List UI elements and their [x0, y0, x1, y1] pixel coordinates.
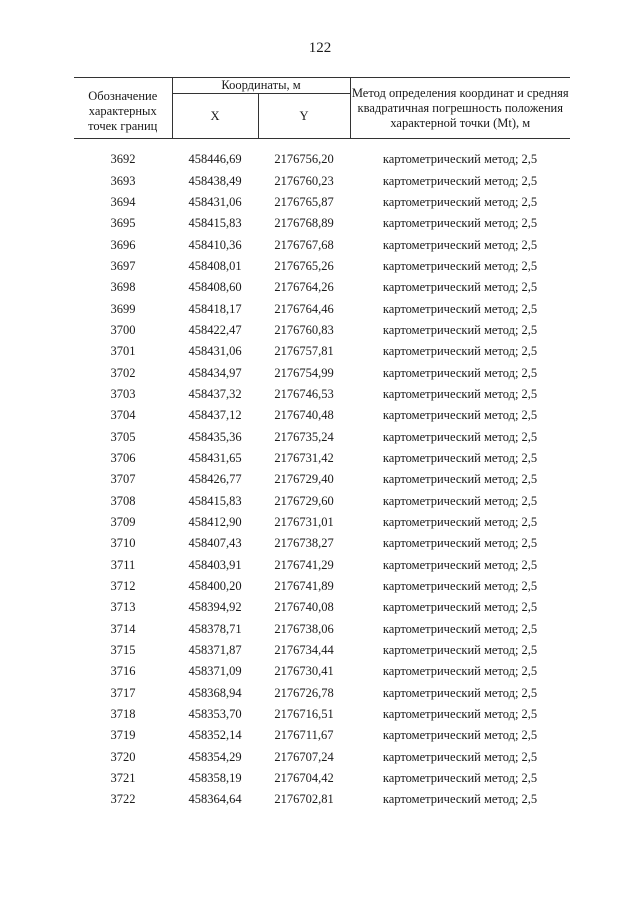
- table-row: [74, 448, 570, 469]
- table-row: [74, 789, 570, 810]
- x-cell: 458352,14: [188, 728, 242, 743]
- table-row: [74, 661, 570, 682]
- method-cell: картометрический метод; 2,5: [382, 771, 538, 786]
- x-cell: 458358,19: [188, 771, 242, 786]
- table-row: [74, 320, 570, 341]
- y-cell: 2176707,24: [274, 749, 334, 764]
- table-row: [74, 362, 570, 383]
- point-cell: 3707: [110, 472, 136, 487]
- x-cell: 458371,87: [188, 643, 242, 658]
- x-cell: 458438,49: [188, 173, 242, 188]
- point-cell: 3715: [110, 643, 136, 658]
- method-cell: картометрический метод; 2,5: [382, 685, 538, 700]
- y-cell: 2176738,27: [274, 536, 334, 551]
- table-row: [74, 725, 570, 746]
- point-cell: 3705: [110, 429, 136, 444]
- method-cell: картометрический метод; 2,5: [382, 643, 538, 658]
- header-method: Метод определения координат и средняя квадратичная погрешность положения характерной точки (Mt), м: [350, 78, 570, 139]
- table-row: [74, 640, 570, 661]
- method-cell: картометрический метод; 2,5: [382, 515, 538, 530]
- method-cell: картометрический метод; 2,5: [382, 664, 538, 679]
- y-cell: 2176760,23: [274, 173, 334, 188]
- method-cell: картометрический метод; 2,5: [382, 280, 538, 295]
- y-cell: 2176768,89: [274, 216, 334, 231]
- header-spacer: [74, 139, 570, 150]
- point-cell: 3694: [110, 194, 136, 209]
- point-cell: 3714: [110, 621, 136, 636]
- header-point-designation: Обозначение характерных точек границ: [74, 78, 172, 139]
- x-cell: 458434,97: [188, 365, 242, 380]
- table-row: [74, 469, 570, 490]
- table-row: [74, 533, 570, 554]
- x-cell: 458446,69: [188, 152, 242, 167]
- method-cell: картометрический метод; 2,5: [382, 194, 538, 209]
- table-row: [74, 213, 570, 234]
- point-cell: 3717: [110, 685, 136, 700]
- point-cell: 3698: [110, 280, 136, 295]
- x-cell: 458408,01: [188, 258, 242, 273]
- method-cell: картометрический метод; 2,5: [382, 386, 538, 401]
- method-cell: картометрический метод; 2,5: [382, 301, 538, 316]
- point-cell: 3697: [110, 258, 136, 273]
- y-cell: 2176756,20: [274, 152, 334, 167]
- y-cell: 2176731,01: [274, 515, 334, 530]
- table-row: [74, 704, 570, 725]
- point-cell: 3709: [110, 515, 136, 530]
- x-cell: 458422,47: [188, 322, 242, 337]
- method-cell: картометрический метод; 2,5: [382, 429, 538, 444]
- method-cell: картометрический метод; 2,5: [382, 557, 538, 572]
- point-cell: 3708: [110, 493, 136, 508]
- table-row: [74, 619, 570, 640]
- point-cell: 3716: [110, 664, 136, 679]
- point-cell: 3701: [110, 344, 136, 359]
- x-cell: 458400,20: [188, 579, 242, 594]
- page-number: 122: [308, 40, 332, 56]
- y-cell: 2176767,68: [274, 237, 334, 252]
- point-cell: 3696: [110, 237, 136, 252]
- y-cell: 2176740,48: [274, 408, 334, 423]
- x-cell: 458353,70: [188, 707, 242, 722]
- point-cell: 3718: [110, 707, 136, 722]
- table-row: [74, 747, 570, 768]
- y-cell: 2176726,78: [274, 685, 334, 700]
- point-cell: 3713: [110, 600, 136, 615]
- table-row: [74, 149, 570, 170]
- x-cell: 458431,06: [188, 344, 242, 359]
- x-cell: 458431,06: [188, 194, 242, 209]
- point-cell: 3721: [110, 771, 136, 786]
- y-cell: 2176764,26: [274, 280, 334, 295]
- method-cell: картометрический метод; 2,5: [382, 258, 538, 273]
- y-cell: 2176741,29: [274, 557, 334, 572]
- point-cell: 3706: [110, 450, 136, 465]
- method-cell: картометрический метод; 2,5: [382, 707, 538, 722]
- method-cell: картометрический метод; 2,5: [382, 600, 538, 615]
- y-cell: 2176738,06: [274, 621, 334, 636]
- point-cell: 3712: [110, 579, 136, 594]
- table-row: [74, 298, 570, 319]
- point-cell: 3711: [110, 557, 136, 572]
- x-cell: 458410,36: [188, 237, 242, 252]
- x-cell: 458418,17: [188, 301, 242, 316]
- y-cell: 2176729,60: [274, 493, 334, 508]
- y-cell: 2176711,67: [274, 728, 334, 743]
- x-cell: 458415,83: [188, 493, 242, 508]
- y-cell: 2176730,41: [274, 664, 334, 679]
- method-cell: картометрический метод; 2,5: [382, 536, 538, 551]
- x-cell: 458412,90: [188, 515, 242, 530]
- table-row: [74, 491, 570, 512]
- y-cell: 2176731,42: [274, 450, 334, 465]
- x-cell: 458426,77: [188, 472, 242, 487]
- method-cell: картометрический метод; 2,5: [382, 365, 538, 380]
- point-cell: 3703: [110, 386, 136, 401]
- point-cell: 3692: [110, 152, 136, 167]
- y-cell: 2176735,24: [274, 429, 334, 444]
- header-x: X: [172, 94, 258, 139]
- coordinates-table: [74, 77, 570, 811]
- point-cell: 3700: [110, 322, 136, 337]
- x-cell: 458408,60: [188, 280, 242, 295]
- method-cell: картометрический метод; 2,5: [382, 749, 538, 764]
- method-cell: картометрический метод; 2,5: [382, 472, 538, 487]
- point-cell: 3693: [110, 173, 136, 188]
- table-header: [74, 78, 570, 139]
- table-row: [74, 341, 570, 362]
- y-cell: 2176754,99: [274, 365, 334, 380]
- y-cell: 2176702,81: [274, 792, 334, 807]
- table-row: [74, 555, 570, 576]
- method-cell: картометрический метод; 2,5: [382, 237, 538, 252]
- table-row: [74, 277, 570, 298]
- method-cell: картометрический метод; 2,5: [382, 173, 538, 188]
- method-cell: картометрический метод; 2,5: [382, 152, 538, 167]
- x-cell: 458407,43: [188, 536, 242, 551]
- method-cell: картометрический метод; 2,5: [382, 322, 538, 337]
- method-cell: картометрический метод; 2,5: [382, 621, 538, 636]
- point-cell: 3719: [110, 728, 136, 743]
- point-cell: 3704: [110, 408, 136, 423]
- table-body: [74, 139, 570, 811]
- x-cell: 458354,29: [188, 749, 242, 764]
- y-cell: 2176740,08: [274, 600, 334, 615]
- x-cell: 458415,83: [188, 216, 242, 231]
- x-cell: 458403,91: [188, 557, 242, 572]
- table-row: [74, 768, 570, 789]
- y-cell: 2176765,87: [274, 194, 334, 209]
- header-coordinates: Координаты, м: [172, 78, 350, 94]
- table-row: [74, 512, 570, 533]
- header-y: Y: [258, 94, 350, 139]
- method-cell: картометрический метод; 2,5: [382, 450, 538, 465]
- y-cell: 2176734,44: [274, 643, 334, 658]
- x-cell: 458437,32: [188, 386, 242, 401]
- y-cell: 2176729,40: [274, 472, 334, 487]
- point-cell: 3710: [110, 536, 136, 551]
- point-cell: 3695: [110, 216, 136, 231]
- method-cell: картометрический метод; 2,5: [382, 408, 538, 423]
- y-cell: 2176764,46: [274, 301, 334, 316]
- table-row: [74, 576, 570, 597]
- y-cell: 2176760,83: [274, 322, 334, 337]
- method-cell: картометрический метод; 2,5: [382, 728, 538, 743]
- point-cell: 3720: [110, 749, 136, 764]
- y-cell: 2176746,53: [274, 386, 334, 401]
- x-cell: 458431,65: [188, 450, 242, 465]
- point-cell: 3702: [110, 365, 136, 380]
- table-row: [74, 192, 570, 213]
- table-row: [74, 597, 570, 618]
- y-cell: 2176741,89: [274, 579, 334, 594]
- method-cell: картометрический метод; 2,5: [382, 216, 538, 231]
- x-cell: 458394,92: [188, 600, 242, 615]
- point-cell: 3722: [110, 792, 136, 807]
- table-row: [74, 170, 570, 191]
- y-cell: 2176704,42: [274, 771, 334, 786]
- table-row: [74, 256, 570, 277]
- x-cell: 458378,71: [188, 621, 242, 636]
- method-cell: картометрический метод; 2,5: [382, 344, 538, 359]
- method-cell: картометрический метод; 2,5: [382, 579, 538, 594]
- x-cell: 458371,09: [188, 664, 242, 679]
- x-cell: 458368,94: [188, 685, 242, 700]
- x-cell: 458364,64: [188, 792, 242, 807]
- method-cell: картометрический метод; 2,5: [382, 792, 538, 807]
- y-cell: 2176716,51: [274, 707, 334, 722]
- table-row: [74, 405, 570, 426]
- x-cell: 458437,12: [188, 408, 242, 423]
- table-row: [74, 426, 570, 447]
- x-cell: 458435,36: [188, 429, 242, 444]
- table-row: [74, 683, 570, 704]
- point-cell: 3699: [110, 301, 136, 316]
- table-row: [74, 234, 570, 255]
- method-cell: картометрический метод; 2,5: [382, 493, 538, 508]
- y-cell: 2176757,81: [274, 344, 334, 359]
- table-row: [74, 384, 570, 405]
- y-cell: 2176765,26: [274, 258, 334, 273]
